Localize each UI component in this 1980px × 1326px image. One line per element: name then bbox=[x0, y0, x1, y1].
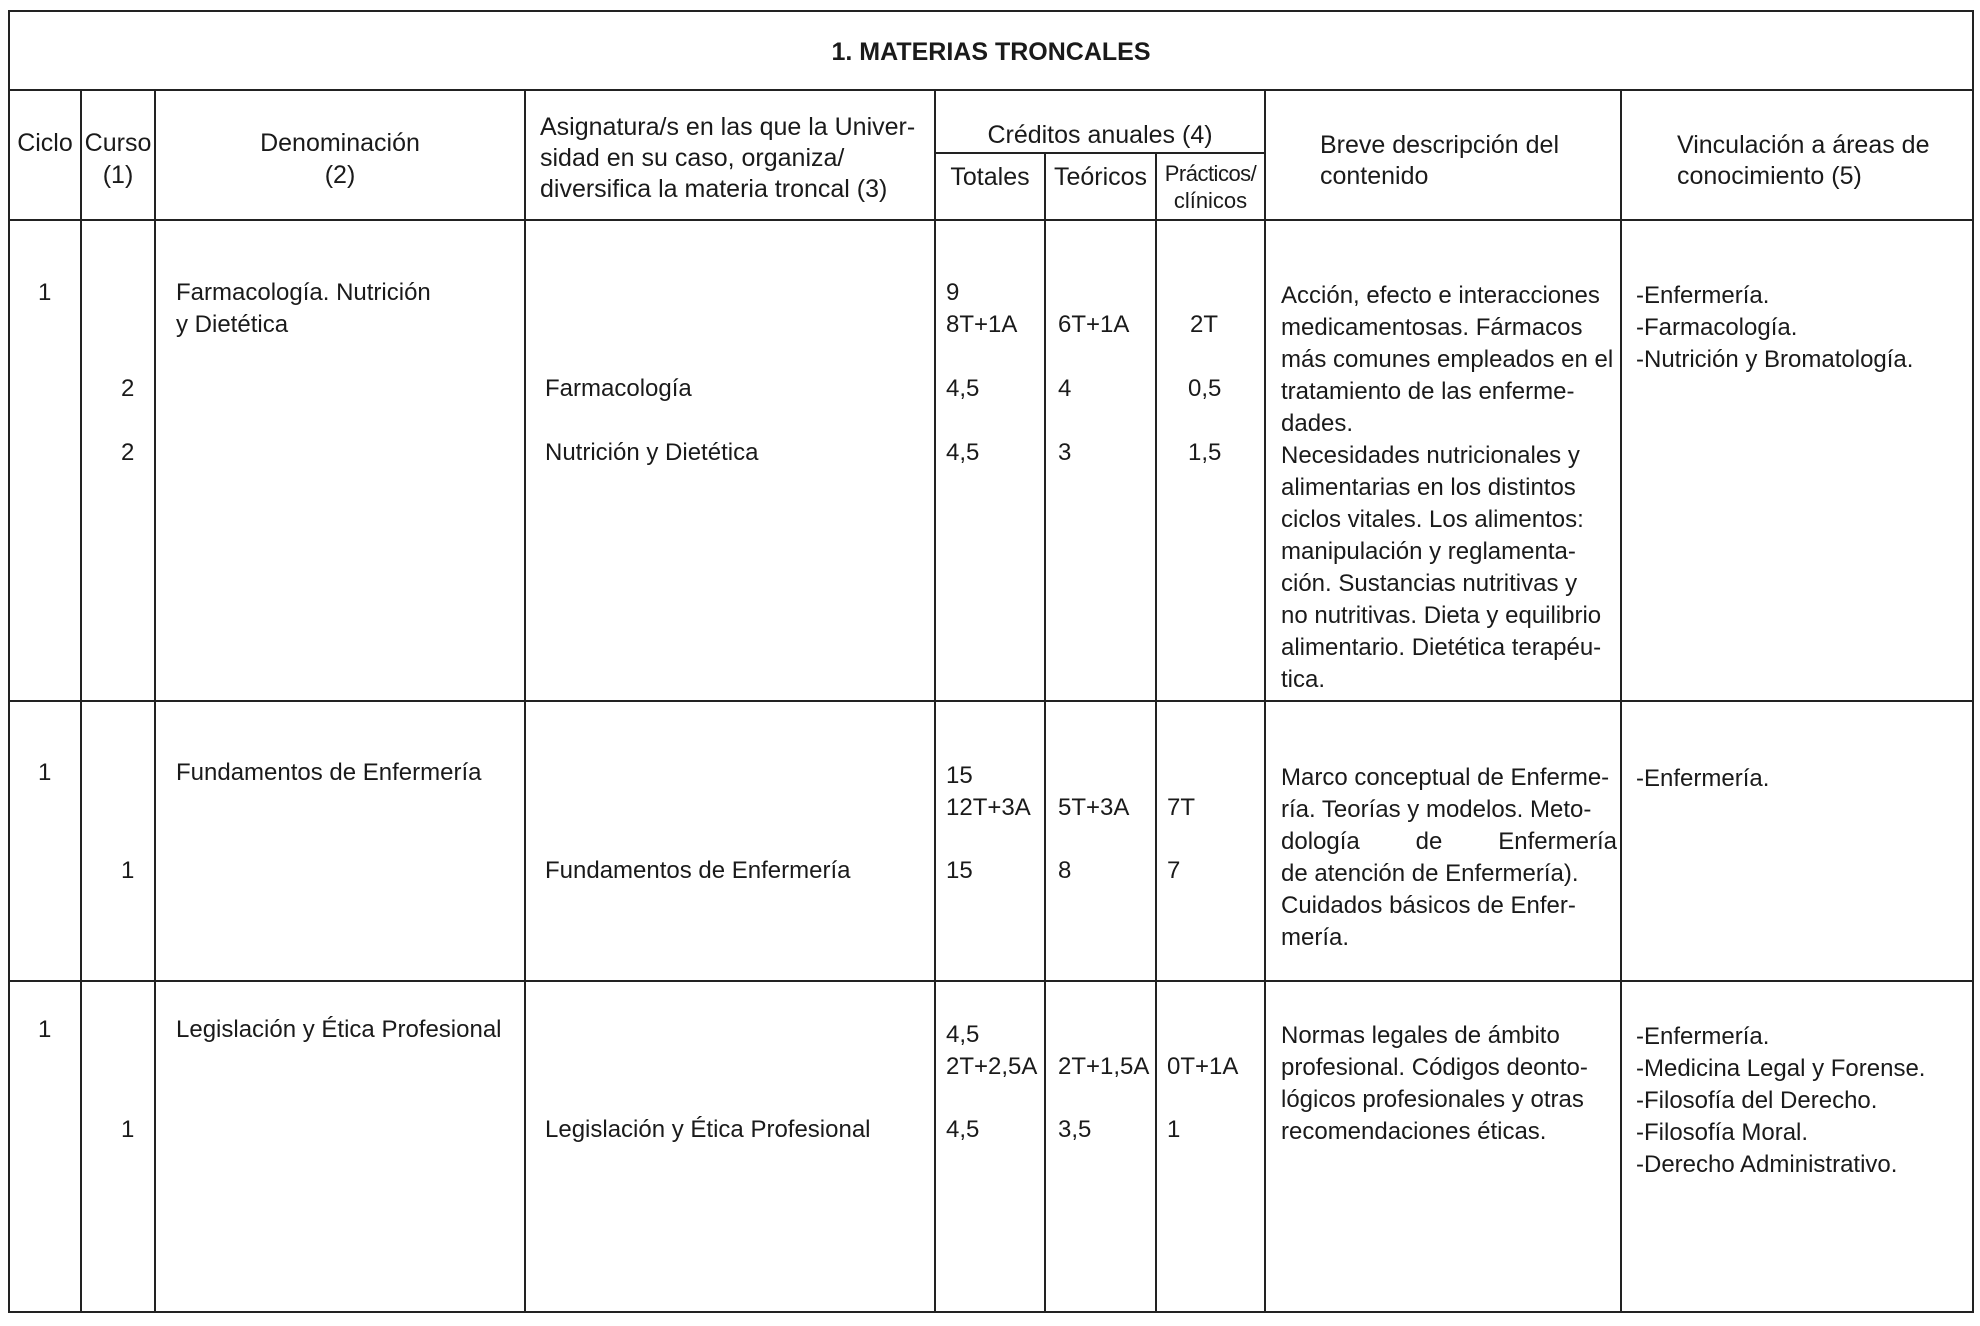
area-item: -Enfermería. bbox=[1636, 1023, 1770, 1050]
header-creditos: Créditos anuales (4) bbox=[987, 121, 1213, 149]
description-line: mería. bbox=[1281, 924, 1350, 951]
row-denominacion: Fundamentos de Enfermería bbox=[176, 759, 482, 786]
row-ciclo: 1 bbox=[38, 1016, 52, 1043]
header-asignatura-line1: Asignatura/s en las que la Univer- bbox=[540, 113, 916, 141]
rule bbox=[1264, 89, 1266, 1313]
description-line: más comunes empleados en el bbox=[1281, 346, 1614, 373]
header-vinculacion-line1: Vinculación a áreas de bbox=[1677, 131, 1930, 159]
row-practicos: 7T bbox=[1167, 794, 1196, 821]
header-totales: Totales bbox=[950, 163, 1030, 191]
description-line: Acción, efecto e interacciones bbox=[1281, 282, 1600, 309]
description-line: dades. bbox=[1281, 410, 1354, 437]
area-item: -Derecho Administrativo. bbox=[1636, 1151, 1898, 1178]
description-line: Necesidades nutricionales y bbox=[1281, 442, 1580, 469]
row-total-detail: 12T+3A bbox=[946, 794, 1031, 821]
row-description bbox=[1281, 1020, 1617, 1148]
row-teoricos: 2T+1,5A bbox=[1058, 1053, 1150, 1080]
row-areas bbox=[1636, 763, 1769, 795]
subject-name: Fundamentos de Enfermería bbox=[545, 857, 851, 884]
row-total: 9 bbox=[946, 279, 960, 306]
subject-practicos: 7 bbox=[1167, 857, 1181, 884]
description-line: tica. bbox=[1281, 666, 1326, 693]
row-areas bbox=[1636, 280, 1913, 376]
description-line: medicamentosas. Fármacos bbox=[1281, 314, 1583, 341]
area-item: -Farmacología. bbox=[1636, 314, 1798, 341]
rule bbox=[8, 1311, 1974, 1313]
subject-curso: 1 bbox=[121, 1116, 135, 1143]
description-line: dología de Enfermería bbox=[1281, 828, 1617, 855]
table-title: 1. MATERIAS TRONCALES bbox=[831, 38, 1151, 66]
subject-total: 15 bbox=[946, 857, 973, 884]
description-line: ría. Teorías y modelos. Meto- bbox=[1281, 796, 1592, 823]
area-item: -Filosofía Moral. bbox=[1636, 1119, 1809, 1146]
row-denominacion: Farmacología. Nutrición bbox=[176, 279, 431, 306]
rule bbox=[934, 89, 936, 1313]
subject-curso: 2 bbox=[121, 439, 135, 466]
header-ciclo: Ciclo bbox=[17, 129, 73, 157]
row-practicos: 2T bbox=[1190, 311, 1219, 338]
area-item: -Enfermería. bbox=[1636, 282, 1770, 309]
row-areas bbox=[1636, 1021, 1925, 1181]
subject-total: 4,5 bbox=[946, 1116, 980, 1143]
row-description bbox=[1281, 280, 1617, 696]
rule bbox=[8, 10, 1974, 12]
description-line: Normas legales de ámbito bbox=[1281, 1022, 1560, 1049]
description-line: profesional. Códigos deonto- bbox=[1281, 1054, 1588, 1081]
description-line: ción. Sustancias nutritivas y bbox=[1281, 570, 1578, 597]
row-denominacion-cont: y Dietética bbox=[176, 311, 289, 338]
row-total: 15 bbox=[946, 762, 973, 789]
subject-teoricos: 8 bbox=[1058, 857, 1072, 884]
header-teoricos: Teóricos bbox=[1053, 163, 1148, 191]
subject-name: Nutrición y Dietética bbox=[545, 439, 759, 466]
subject-name: Farmacología bbox=[545, 375, 692, 402]
header-curso: Curso bbox=[84, 129, 152, 157]
rule bbox=[8, 700, 1974, 702]
subject-name: Legislación y Ética Profesional bbox=[545, 1116, 871, 1143]
description-line: manipulación y reglamenta- bbox=[1281, 538, 1576, 565]
rule bbox=[1972, 10, 1974, 1313]
area-item: -Medicina Legal y Forense. bbox=[1636, 1055, 1926, 1082]
description-line: no nutritivas. Dieta y equilibrio bbox=[1281, 602, 1602, 629]
rule bbox=[8, 89, 1974, 91]
row-total-detail: 2T+2,5A bbox=[946, 1053, 1038, 1080]
rule bbox=[80, 89, 82, 1313]
rule bbox=[1044, 152, 1046, 1313]
subject-curso: 1 bbox=[121, 857, 135, 884]
rule bbox=[1620, 89, 1622, 1313]
subject-practicos: 1,5 bbox=[1188, 439, 1222, 466]
description-line: recomendaciones éticas. bbox=[1281, 1118, 1547, 1145]
row-ciclo: 1 bbox=[38, 759, 52, 786]
row-denominacion: Legislación y Ética Profesional bbox=[176, 1016, 502, 1043]
rule bbox=[1155, 152, 1157, 1313]
area-item: -Enfermería. bbox=[1636, 765, 1770, 792]
subject-practicos: 0,5 bbox=[1188, 375, 1222, 402]
subject-total: 4,5 bbox=[946, 375, 980, 402]
header-asignatura-line3: diversifica la materia troncal (3) bbox=[540, 175, 888, 203]
description-line: Marco conceptual de Enferme- bbox=[1281, 764, 1610, 791]
row-description bbox=[1281, 762, 1617, 954]
rule bbox=[524, 89, 526, 1313]
header-descripcion-line2: contenido bbox=[1320, 162, 1429, 190]
header-practicos-line1: Prácticos/ bbox=[1164, 161, 1257, 186]
area-item: -Filosofía del Derecho. bbox=[1636, 1087, 1878, 1114]
row-total-detail: 8T+1A bbox=[946, 311, 1018, 338]
description-line: lógicos profesionales y otras bbox=[1281, 1086, 1584, 1113]
header-vinculacion-line2: conocimiento (5) bbox=[1677, 162, 1862, 190]
row-teoricos: 6T+1A bbox=[1058, 311, 1130, 338]
description-line: alimentario. Dietética terapéu- bbox=[1281, 634, 1602, 661]
description-line: Cuidados básicos de Enfer- bbox=[1281, 892, 1576, 919]
subject-total: 4,5 bbox=[946, 439, 980, 466]
rule bbox=[8, 980, 1974, 982]
header-asignatura-line2: sidad en su caso, organiza/ bbox=[540, 144, 845, 172]
description-line: tratamiento de las enferme- bbox=[1281, 378, 1575, 405]
rule bbox=[8, 219, 1974, 221]
subject-teoricos: 4 bbox=[1058, 375, 1072, 402]
header-curso-note: (1) bbox=[102, 161, 134, 189]
subject-teoricos: 3 bbox=[1058, 439, 1072, 466]
subject-teoricos: 3,5 bbox=[1058, 1116, 1092, 1143]
description-line: alimentarias en los distintos bbox=[1281, 474, 1576, 501]
description-line: de atención de Enfermería). bbox=[1281, 860, 1579, 887]
row-teoricos: 5T+3A bbox=[1058, 794, 1130, 821]
header-denominacion: Denominación bbox=[260, 129, 420, 157]
row-total: 4,5 bbox=[946, 1021, 980, 1048]
area-item: -Nutrición y Bromatología. bbox=[1636, 346, 1914, 373]
rule bbox=[154, 89, 156, 1313]
row-ciclo: 1 bbox=[38, 279, 52, 306]
description-line: ciclos vitales. Los alimentos: bbox=[1281, 506, 1584, 533]
rule bbox=[936, 152, 1266, 154]
subject-practicos: 1 bbox=[1167, 1116, 1181, 1143]
row-practicos: 0T+1A bbox=[1167, 1053, 1239, 1080]
header-denominacion-note: (2) bbox=[324, 161, 356, 189]
header-practicos-line2: clínicos bbox=[1173, 188, 1248, 213]
header-descripcion-line1: Breve descripción del bbox=[1320, 131, 1560, 159]
rule bbox=[8, 10, 10, 1313]
subject-curso: 2 bbox=[121, 375, 135, 402]
